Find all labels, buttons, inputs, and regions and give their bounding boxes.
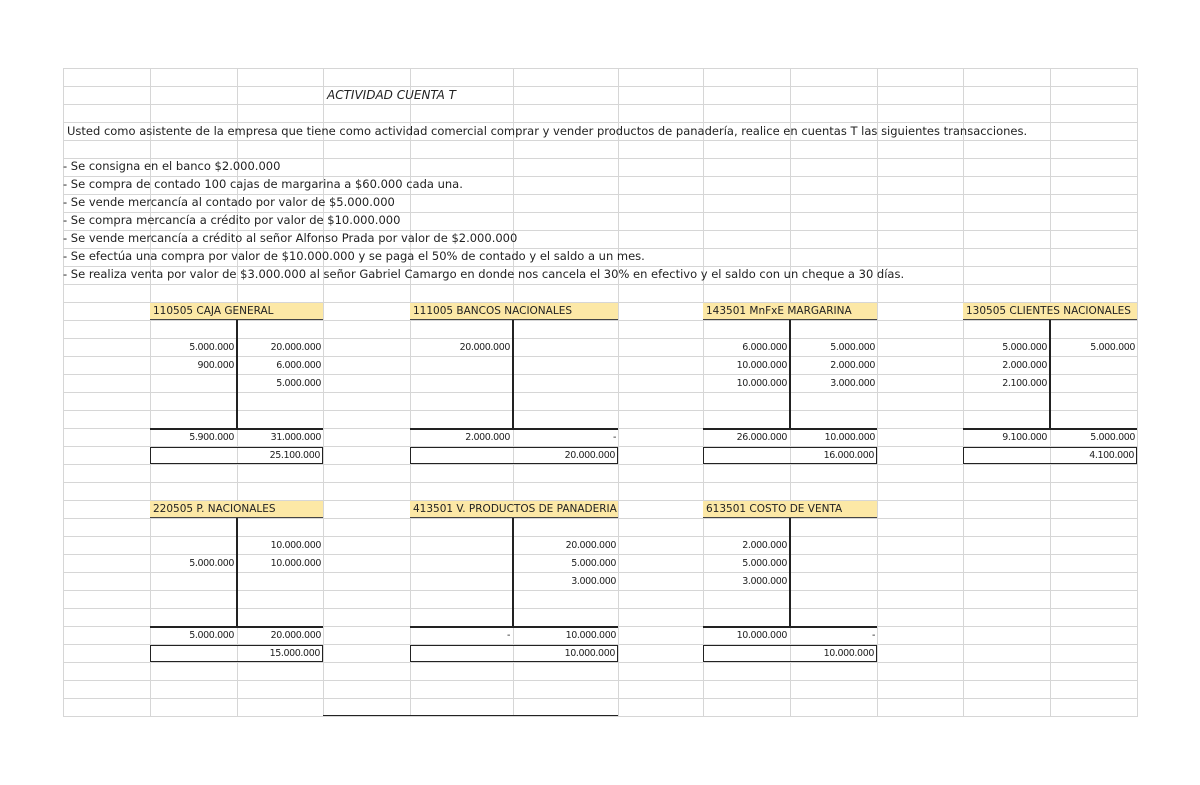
credit-entry: 3.000.000 bbox=[830, 378, 875, 389]
grid-row-line bbox=[63, 140, 1137, 141]
debit-entry: 900.000 bbox=[197, 360, 234, 371]
grid-row-line bbox=[63, 410, 1137, 411]
credit-entry: 5.000.000 bbox=[276, 378, 321, 389]
debit-entry: 5.000.000 bbox=[742, 558, 787, 569]
grid-row-line bbox=[63, 392, 1137, 393]
t-account-stem bbox=[789, 518, 791, 626]
grid-row-line bbox=[63, 662, 1137, 663]
grid-row-line bbox=[63, 518, 1137, 519]
t-account-stem bbox=[236, 320, 238, 428]
bottom-border-line bbox=[323, 715, 618, 716]
debit-entry: 3.000.000 bbox=[742, 576, 787, 587]
credit-entry: 3.000.000 bbox=[571, 576, 616, 587]
debit-entry: 5.000.000 bbox=[189, 558, 234, 569]
credit-entry: 6.000.000 bbox=[276, 360, 321, 371]
t-account-stem bbox=[236, 518, 238, 626]
credit-entry bbox=[792, 573, 875, 590]
credit-entry: 2.000.000 bbox=[830, 360, 875, 371]
credit-entry: 20.000.000 bbox=[565, 540, 616, 551]
t-account-stem bbox=[789, 320, 791, 428]
credit-entry bbox=[792, 537, 875, 554]
credit-entry bbox=[515, 339, 616, 356]
account-balance: 10.000.000 bbox=[703, 645, 877, 662]
sheet-title: ACTIVIDAD CUENTA T bbox=[327, 88, 457, 102]
debit-entry bbox=[410, 573, 510, 590]
t-account-stem bbox=[512, 518, 514, 626]
credit-entry: 10.000.000 bbox=[270, 540, 321, 551]
credit-entry: 5.000.000 bbox=[571, 558, 616, 569]
debit-entry: 10.000.000 bbox=[736, 378, 787, 389]
debit-entry bbox=[150, 573, 234, 590]
credit-total: 31.000.000 bbox=[270, 432, 321, 443]
debit-entry bbox=[150, 537, 234, 554]
credit-total: 10.000.000 bbox=[824, 432, 875, 443]
debit-entry bbox=[410, 555, 510, 572]
grid-row-line bbox=[63, 284, 1137, 285]
grid-row-line bbox=[63, 68, 1137, 69]
debit-total: - bbox=[506, 630, 510, 641]
account-balance: 4.100.000 bbox=[963, 447, 1137, 464]
account-header: 111005 BANCOS NACIONALES bbox=[410, 303, 618, 320]
account-balance: 10.000.000 bbox=[410, 645, 618, 662]
credit-entry bbox=[792, 555, 875, 572]
credit-entry bbox=[515, 357, 616, 374]
grid-row-line bbox=[63, 320, 1137, 321]
credit-total: 20.000.000 bbox=[270, 630, 321, 641]
account-header: 413501 V. PRODUCTOS DE PANADERIA bbox=[410, 501, 618, 518]
transaction-7: - Se realiza venta por valor de $3.000.000 al señor Gabriel Camargo en donde nos cancela el 30% en efectivo y el saldo con un cheque a 30 días. bbox=[63, 267, 905, 281]
debit-entry: 20.000.000 bbox=[459, 342, 510, 353]
transaction-1: - Se consigna en el banco $2.000.000 bbox=[63, 159, 281, 173]
grid-row-line bbox=[63, 464, 1137, 465]
grid-row-line bbox=[63, 86, 1137, 87]
credit-total: 10.000.000 bbox=[565, 630, 616, 641]
transaction-2: - Se compra de contado 100 cajas de margarina a $60.000 cada una. bbox=[63, 177, 463, 191]
credit-entry bbox=[1052, 375, 1135, 392]
debit-total: 5.000.000 bbox=[189, 630, 234, 641]
debit-entry: 2.100.000 bbox=[1002, 378, 1047, 389]
debit-entry bbox=[410, 375, 510, 392]
debit-total: 9.100.000 bbox=[1002, 432, 1047, 443]
grid-row-line bbox=[63, 482, 1137, 483]
credit-total: - bbox=[871, 630, 875, 641]
transaction-5: - Se vende mercancía a crédito al señor Alfonso Prada por valor de $2.000.000 bbox=[63, 231, 518, 245]
grid-row-line bbox=[63, 716, 1137, 717]
transaction-3: - Se vende mercancía al contado por valor de $5.000.000 bbox=[63, 195, 395, 209]
credit-entry bbox=[239, 573, 321, 590]
grid-row-line bbox=[63, 590, 1137, 591]
debit-entry: 5.000.000 bbox=[1002, 342, 1047, 353]
transaction-4: - Se compra mercancía a crédito por valor de $10.000.000 bbox=[63, 213, 401, 227]
credit-total: 5.000.000 bbox=[1090, 432, 1135, 443]
debit-entry: 2.000.000 bbox=[1002, 360, 1047, 371]
debit-entry: 5.000.000 bbox=[189, 342, 234, 353]
debit-total: 26.000.000 bbox=[736, 432, 787, 443]
grid-column-line bbox=[1137, 68, 1138, 717]
grid-row-line bbox=[63, 104, 1137, 105]
account-balance: 25.100.000 bbox=[150, 447, 323, 464]
debit-entry bbox=[410, 537, 510, 554]
debit-entry: 10.000.000 bbox=[736, 360, 787, 371]
credit-entry bbox=[515, 375, 616, 392]
credit-entry bbox=[1052, 357, 1135, 374]
debit-total: 5.900.000 bbox=[189, 432, 234, 443]
credit-entry: 5.000.000 bbox=[830, 342, 875, 353]
account-header: 110505 CAJA GENERAL bbox=[150, 303, 323, 320]
credit-total: - bbox=[612, 432, 616, 443]
intro-text: Usted como asistente de la empresa que tiene como actividad comercial comprar y vender productos de panadería, realice en cuentas T las siguientes transacciones. bbox=[67, 124, 1028, 138]
debit-entry: 2.000.000 bbox=[742, 540, 787, 551]
grid-row-line bbox=[63, 608, 1137, 609]
debit-total: 2.000.000 bbox=[465, 432, 510, 443]
account-header: 220505 P. NACIONALES bbox=[150, 501, 323, 518]
account-header: 143501 MnFxE MARGARINA bbox=[703, 303, 877, 320]
t-account-stem bbox=[1049, 320, 1051, 428]
grid-row-line bbox=[63, 698, 1137, 699]
debit-entry bbox=[410, 357, 510, 374]
account-balance: 15.000.000 bbox=[150, 645, 323, 662]
debit-entry bbox=[150, 375, 234, 392]
debit-entry: 6.000.000 bbox=[742, 342, 787, 353]
t-account-stem bbox=[512, 320, 514, 428]
account-header: 613501 COSTO DE VENTA bbox=[703, 501, 877, 518]
transaction-6: - Se efectúa una compra por valor de $10.000.000 y se paga el 50% de contado y el saldo a un mes. bbox=[63, 249, 645, 263]
account-header: 130505 CLIENTES NACIONALES bbox=[963, 303, 1137, 320]
credit-entry: 20.000.000 bbox=[270, 342, 321, 353]
credit-entry: 5.000.000 bbox=[1090, 342, 1135, 353]
grid-row-line bbox=[63, 680, 1137, 681]
credit-entry: 10.000.000 bbox=[270, 558, 321, 569]
account-balance: 16.000.000 bbox=[703, 447, 877, 464]
debit-total: 10.000.000 bbox=[736, 630, 787, 641]
account-balance: 20.000.000 bbox=[410, 447, 618, 464]
